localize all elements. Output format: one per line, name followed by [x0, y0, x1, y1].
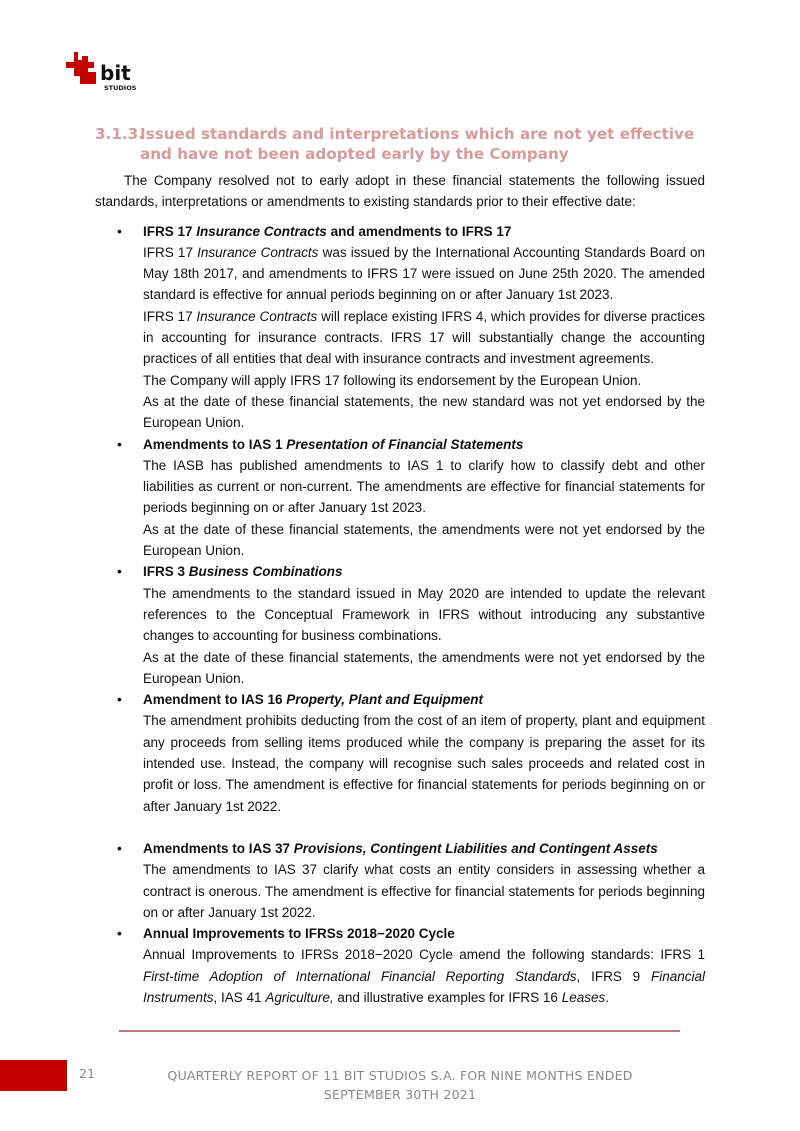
bullet-icon: •: [117, 925, 122, 942]
logo-mark-icon: [66, 50, 146, 92]
item-title: Amendments to IAS 1 Presentation of Financial Statements: [143, 436, 524, 452]
section-number: 3.1.3.: [95, 125, 145, 143]
list-item-ifrs3: [95, 561, 705, 689]
item-paragraph: The amendments to IAS 37 clarify what costs an entity considers in assessing whether a contract is onerous. The amendment is effective for financial statements for periods beginning on or after January 1st 2022.: [143, 862, 705, 920]
item-paragraph: The amendment prohibits deducting from the cost of an item of property, plant and equipment any proceeds from selling items produced while the company is preparing the asset for its intended use. Instead, the company will recognise such sales proceeds and related cost in profit or loss. The amendment is effective for financial statements for periods beginning on or after January 1st 2022.: [143, 713, 705, 814]
item-title: IFRS 17 Insurance Contracts and amendments to IFRS 17: [143, 223, 512, 239]
item-paragraph: As at the date of these financial statements, the new standard was not yet endorsed by the European Union.: [143, 393, 705, 431]
item-title: IFRS 3 Business Combinations: [143, 564, 343, 580]
footer-line-1: QUARTERLY REPORT OF 11 BIT STUDIOS S.A. FOR NINE MONTHS ENDED: [167, 1068, 633, 1083]
logo-subtext: STUDIOS: [104, 84, 137, 92]
list-item-ifrs17: [95, 221, 705, 434]
bullet-icon: •: [117, 563, 122, 580]
bullet-icon: •: [117, 222, 122, 239]
footer-divider: [119, 1030, 680, 1032]
heading-line-1: Issued standards and interpretations which are not yet effective: [140, 125, 695, 143]
heading-line-2: and have not been adopted early by the Company: [140, 145, 569, 163]
item-title: Amendment to IAS 16 Property, Plant and Equipment: [143, 692, 484, 708]
company-logo: [66, 50, 146, 92]
item-paragraph: As at the date of these financial statements, the amendments were not yet endorsed by the European Union.: [143, 649, 705, 686]
footer-text: [150, 1066, 650, 1104]
standards-list: [95, 221, 705, 1009]
item-paragraph: The Company will apply IFRS 17 following its endorsement by the European Union.: [143, 372, 642, 388]
list-item-ias37: [95, 838, 705, 923]
item-paragraph: Annual Improvements to IFRSs 2018−2020 Cycle amend the following standards: IFRS 1 First-time Adoption of International Financial Reporting Standards, IFRS 9 Financial Instruments, IAS 41 Agriculture, and illustrative examples for IFRS 16 Leases.: [143, 947, 705, 1005]
bullet-icon: •: [117, 839, 122, 856]
item-paragraph: As at the date of these financial statements, the amendments were not yet endorsed by the European Union.: [143, 521, 705, 559]
bullet-icon: •: [117, 691, 122, 708]
logo-text: bit: [100, 61, 131, 85]
page-number: 21: [79, 1066, 95, 1081]
intro-paragraph: The Company resolved not to early adopt in these financial statements the following issued standards, interpretations or amendments to existing standards prior to their effective date:: [95, 173, 705, 210]
item-paragraph: The amendments to the standard issued in May 2020 are intended to update the relevant references to the Conceptual Framework in IFRS without introducing any substantive changes to accounting for business combinations.: [143, 585, 705, 644]
item-paragraph: IFRS 17 Insurance Contracts was issued by the International Accounting Standards Board on May 18th 2017, and amendments to IFRS 17 were issued on June 25th 2020. The amended standard is effective for annual periods beginning on or after January 1st 2023.: [143, 244, 706, 303]
list-item-ias1: [95, 434, 705, 562]
section-heading: [95, 124, 707, 164]
document-body: [95, 170, 705, 1008]
item-paragraph: The IASB has published amendments to IAS 1 to clarify how to classify debt and other liabilities as current or non-current. The amendments are effective for financial statements for periods beginning on or after January 1st 2023.: [143, 457, 705, 516]
bullet-icon: •: [117, 435, 122, 452]
item-paragraph: IFRS 17 Insurance Contracts will replace existing IFRS 4, which provides for diverse practices in accounting for insurance contracts. IFRS 17 will substantially change the accounting practices of all entities that deal with insurance contracts and investment agreements.: [143, 308, 705, 367]
item-title: Annual Improvements to IFRSs 2018−2020 Cycle: [143, 926, 455, 942]
footer-accent-bar: [0, 1060, 67, 1091]
footer-line-2: SEPTEMBER 30TH 2021: [323, 1087, 477, 1102]
list-item-ias16: [95, 689, 705, 817]
item-title: Amendments to IAS 37 Provisions, Contingent Liabilities and Contingent Assets: [143, 840, 658, 856]
list-item-annual-improvements: [95, 923, 705, 1008]
